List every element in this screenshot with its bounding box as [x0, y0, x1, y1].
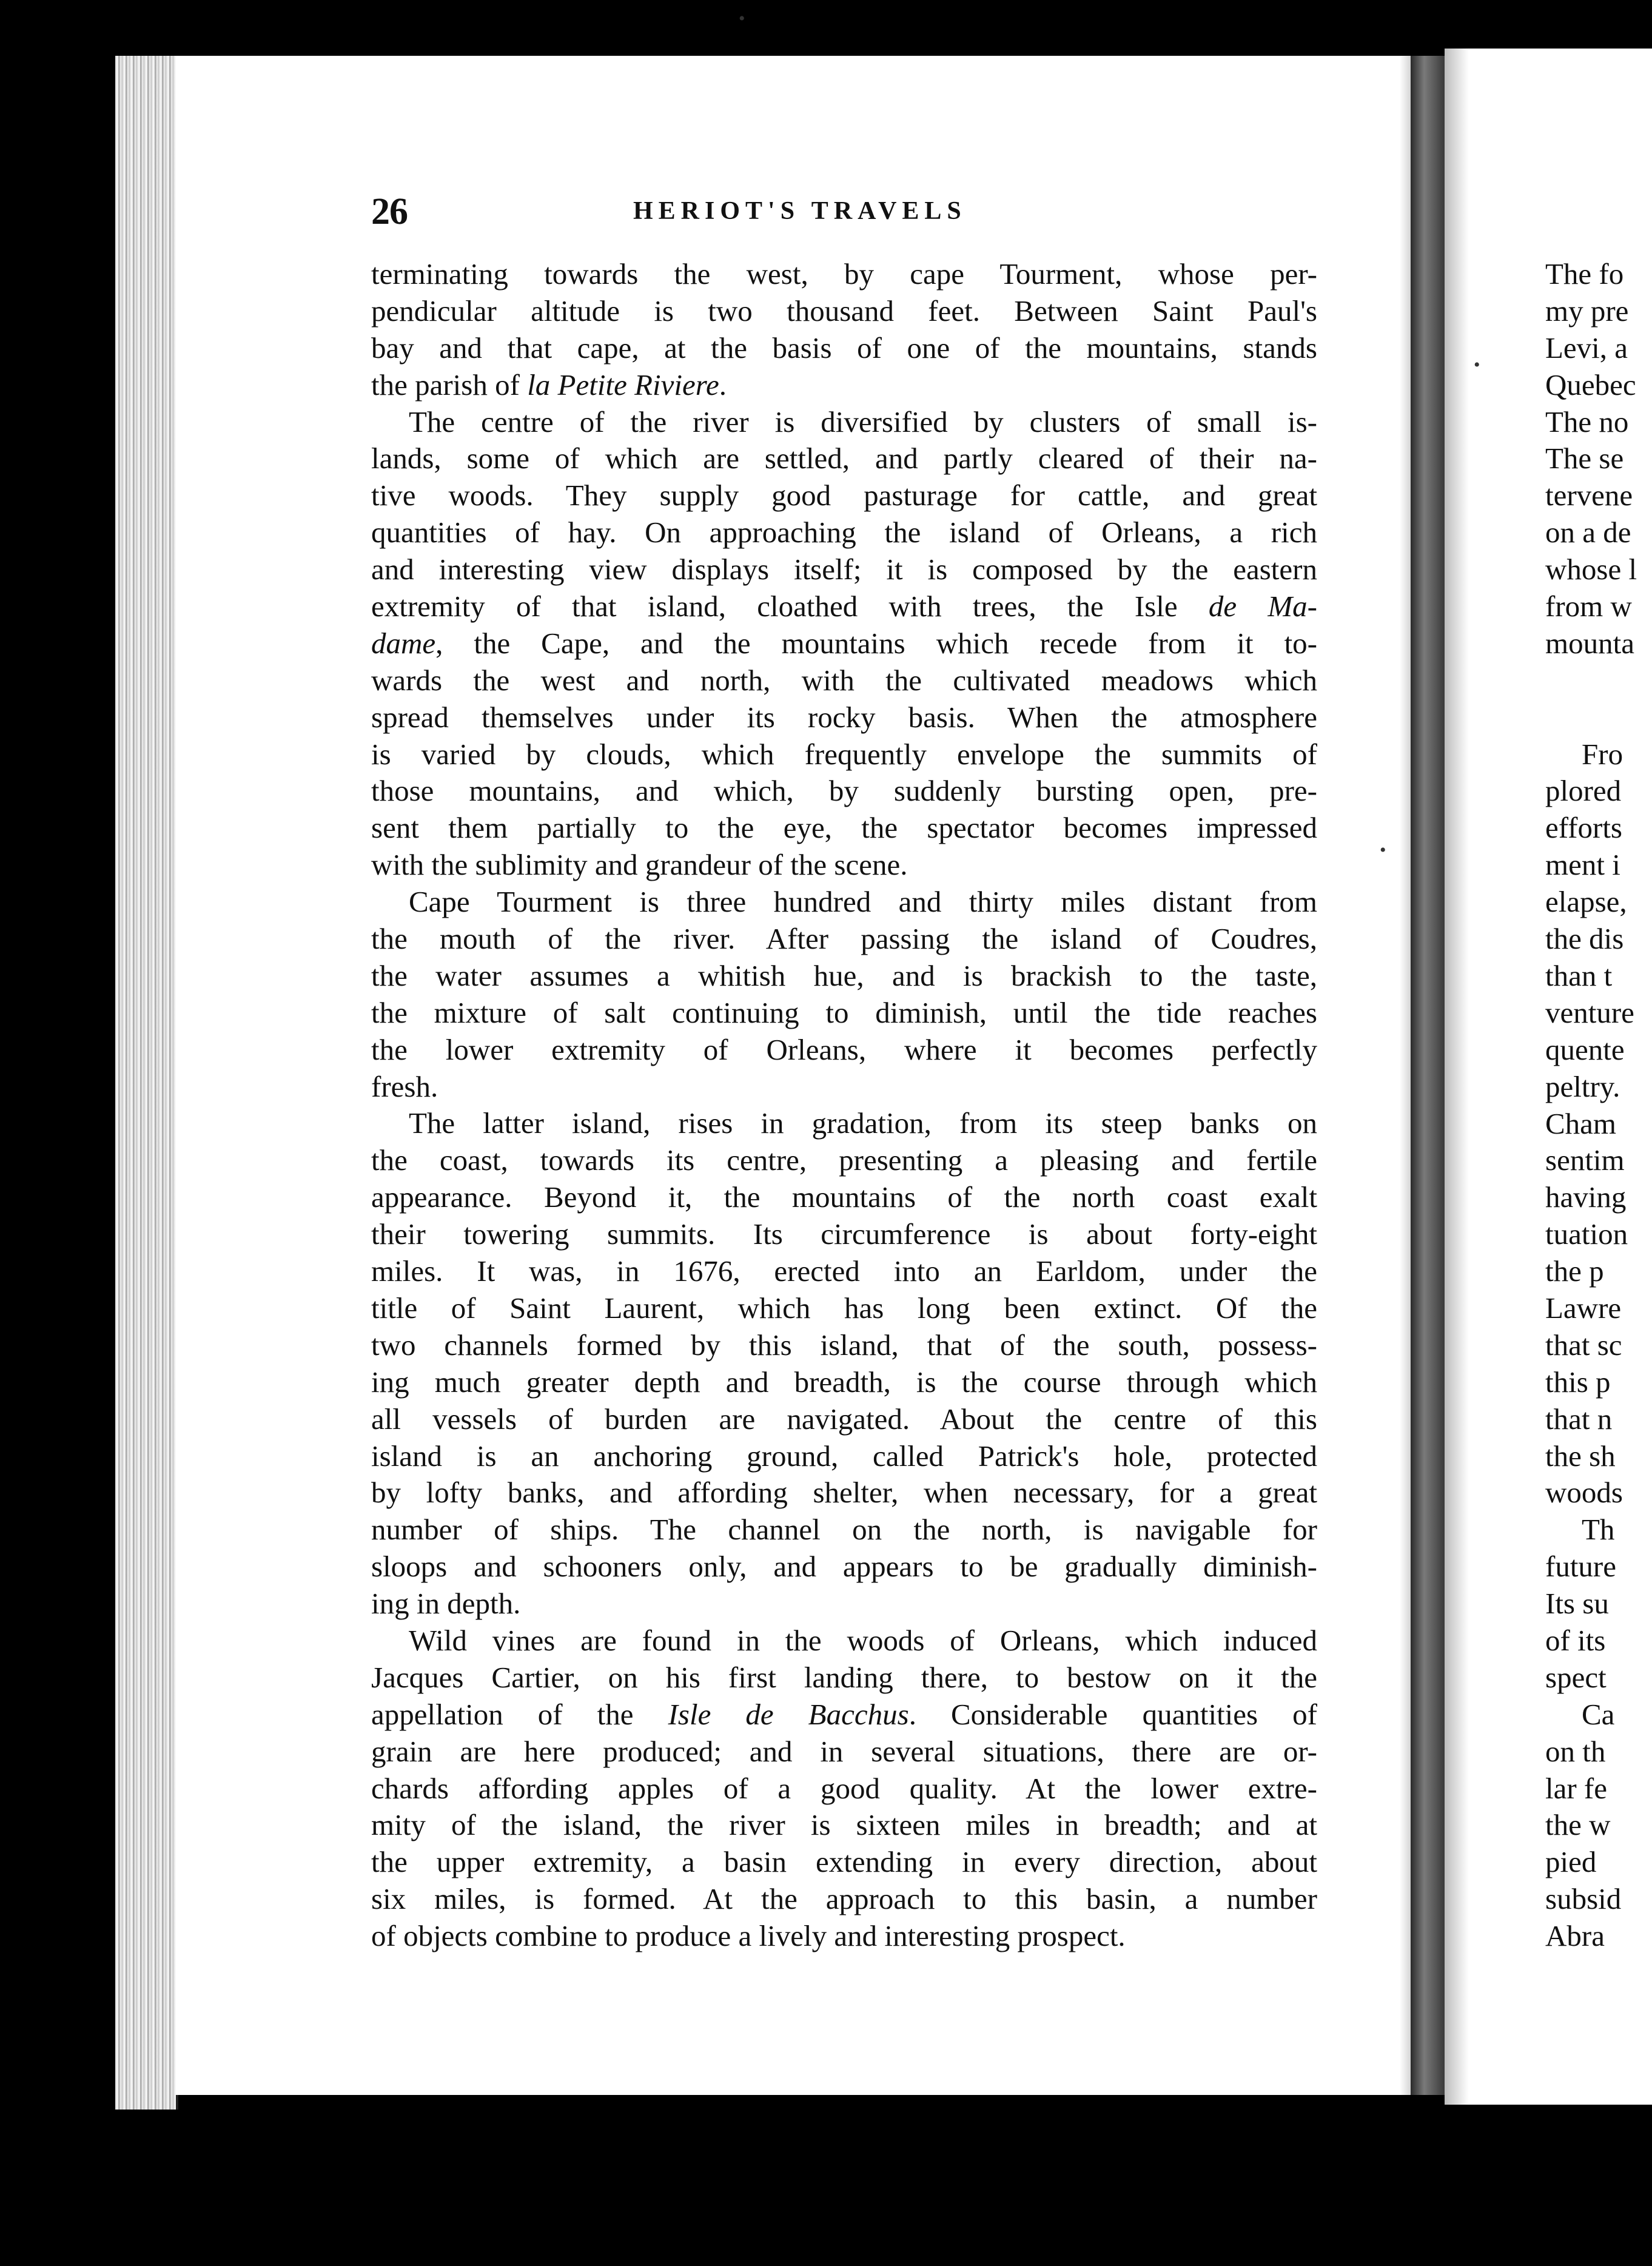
text-line: lands, some of which are settled, and partly cleared of their na-	[371, 442, 1317, 476]
text-line: spread themselves under its rocky basis. When the atmosphere	[371, 700, 1317, 734]
text-line: all vessels of burden are navigated. About the centre of this	[371, 1402, 1317, 1436]
text-line: ing much greater depth and breadth, is the course through which	[371, 1365, 1317, 1399]
facing-page-line: Lawre	[1545, 1291, 1622, 1325]
facing-page-line: than t	[1545, 958, 1613, 992]
text-line: sloops and schooners only, and appears to be gradually diminish-	[371, 1550, 1317, 1584]
text-line: and interesting view displays itself; it is composed by the eastern	[371, 553, 1317, 587]
text-line: title of Saint Laurent, which has long been extinct. Of the	[371, 1291, 1317, 1325]
facing-page-line: of its	[1545, 1623, 1606, 1657]
text-line: grain are here produced; and in several situations, there are or-	[371, 1734, 1317, 1768]
facing-page-line: Ca	[1582, 1697, 1615, 1731]
text-line: with the sublimity and grandeur of the scene.	[371, 848, 908, 882]
book-page-edges	[115, 56, 178, 2110]
text-line: bay and that cape, at the basis of one of the mountains, stands	[371, 331, 1317, 365]
text-line: the mixture of salt continuing to diminish, until the tide reaches	[371, 995, 1317, 1029]
facing-page-line: Abra	[1545, 1919, 1605, 1953]
running-head	[371, 190, 1341, 239]
facing-page-line: lar fe	[1545, 1771, 1607, 1805]
facing-page-line: from w	[1545, 590, 1632, 624]
text-line: the mouth of the river. After passing the island of Coudres,	[371, 922, 1317, 956]
facing-page-line	[1545, 662, 1652, 736]
facing-page-line: Fro	[1582, 737, 1623, 771]
text-line: by lofty banks, and affording shelter, when necessary, for a great	[371, 1476, 1317, 1510]
facing-page-line: Its su	[1545, 1587, 1609, 1621]
facing-page-line: The se	[1545, 442, 1624, 476]
text-line: two channels formed by this island, that of the south, possess-	[371, 1328, 1317, 1362]
facing-page-line: the sh	[1545, 1439, 1616, 1473]
text-line: the coast, towards its centre, presenting a pleasing and fertile	[371, 1143, 1317, 1177]
facing-page-line: sentim	[1545, 1143, 1625, 1177]
facing-page-line: The fo	[1545, 257, 1624, 291]
text-line: sent them partially to the eye, the spectator becomes impressed	[371, 811, 1317, 845]
facing-page-line: ment i	[1545, 848, 1620, 882]
facing-page-line: the w	[1545, 1808, 1611, 1842]
facing-page-line: woods	[1545, 1476, 1623, 1510]
text-line: fresh.	[371, 1069, 438, 1103]
text-line: wards the west and north, with the cultivated meadows which	[371, 663, 1317, 697]
text-line: The centre of the river is diversified by clusters of small is-	[409, 405, 1317, 439]
facing-page-line: Cham	[1545, 1106, 1617, 1140]
text-line: ing in depth.	[371, 1587, 521, 1621]
text-line: of objects combine to produce a lively and interesting prospect.	[371, 1919, 1126, 1953]
facing-page-line: the p	[1545, 1254, 1604, 1288]
facing-page-line: peltry.	[1545, 1069, 1620, 1103]
text-line: miles. It was, in 1676, erected into an Earldom, under the	[371, 1254, 1317, 1288]
text-line: the lower extremity of Orleans, where it becomes perfectly	[371, 1032, 1317, 1066]
facing-page-text	[1545, 256, 1652, 1955]
facing-page-line: spect	[1545, 1660, 1607, 1694]
facing-page-line: efforts	[1545, 811, 1622, 845]
text-line: Cape Tourment is three hundred and thirty miles distant from	[409, 885, 1317, 919]
facing-page-line: the dis	[1545, 922, 1624, 956]
facing-page-line: that n	[1545, 1402, 1613, 1436]
text-line: the water assumes a whitish hue, and is brackish to the taste,	[371, 958, 1317, 992]
page-curl-shadow	[1400, 56, 1411, 2095]
text-line: dame, the Cape, and the mountains which recede from it to-	[371, 626, 1317, 660]
facing-page-line: my pre	[1545, 294, 1629, 328]
facing-page-line: tervene	[1545, 479, 1633, 513]
scan-speck: •	[739, 8, 745, 29]
text-line: quantities of hay. On approaching the island of Orleans, a rich	[371, 516, 1317, 550]
facing-page-line: future	[1545, 1550, 1616, 1584]
text-line: Wild vines are found in the woods of Orleans, which induced	[409, 1623, 1317, 1657]
text-line: the upper extremity, a basin extending in every direction, about	[371, 1845, 1317, 1879]
text-line: tive woods. They supply good pasturage for cattle, and great	[371, 479, 1317, 513]
facing-page-line: Levi, a	[1545, 331, 1628, 365]
text-line: six miles, is formed. At the approach to this basin, a number	[371, 1882, 1317, 1916]
facing-page-line: this p	[1545, 1365, 1611, 1399]
text-line: chards affording apples of a good quality. At the lower extre-	[371, 1771, 1317, 1805]
text-line: pendicular altitude is two thousand feet. Between Saint Paul's	[371, 294, 1317, 328]
facing-page-line: whose l	[1545, 553, 1637, 587]
text-line: The latter island, rises in gradation, from its steep banks on	[409, 1106, 1317, 1140]
facing-page-line: on th	[1545, 1734, 1606, 1768]
text-line: number of ships. The channel on the north, is navigable for	[371, 1513, 1317, 1547]
text-line: terminating towards the west, by cape Tourment, whose per-	[371, 257, 1317, 291]
text-line: mity of the island, the river is sixteen miles in breadth; and at	[371, 1808, 1317, 1842]
facing-page-line: having	[1545, 1180, 1627, 1214]
facing-page-line: mounta	[1545, 626, 1634, 660]
text-line: those mountains, and which, by suddenly bursting open, pre-	[371, 774, 1317, 808]
text-line: island is an anchoring ground, called Patrick's hole, protected	[371, 1439, 1317, 1473]
body-text	[371, 256, 1317, 1955]
scan-speck: •	[1474, 355, 1480, 375]
facing-page-line: subsid	[1545, 1882, 1622, 1916]
facing-page-line: The no	[1545, 405, 1629, 439]
page-number: 26	[371, 191, 408, 232]
text-line: appearance. Beyond it, the mountains of the north coast exalt	[371, 1180, 1317, 1214]
book-gutter	[1411, 56, 1445, 2095]
facing-page-line: Quebec	[1545, 368, 1636, 402]
facing-page-line: on a de	[1545, 516, 1631, 550]
facing-page-line: elapse,	[1545, 885, 1627, 919]
text-line: is varied by clouds, which frequently envelope the summits of	[371, 737, 1317, 771]
facing-page-line: pied	[1545, 1845, 1597, 1879]
facing-page-line: quente	[1545, 1032, 1625, 1066]
facing-page-line: venture	[1545, 995, 1634, 1029]
text-line: appellation of the Isle de Bacchus. Considerable quantities of	[371, 1697, 1317, 1731]
facing-page-line: that sc	[1545, 1328, 1622, 1362]
facing-page-line: plored	[1545, 774, 1622, 808]
scan-speck: •	[1380, 840, 1386, 860]
text-line: extremity of that island, cloathed with trees, the Isle de Ma-	[371, 590, 1317, 624]
facing-page-line: Th	[1582, 1513, 1615, 1547]
facing-page-line: tuation	[1545, 1217, 1628, 1251]
running-title: HERIOT'S TRAVELS	[633, 197, 967, 225]
text-line: Jacques Cartier, on his first landing there, to bestow on it the	[371, 1660, 1317, 1694]
text-line: their towering summits. Its circumference is about forty-eight	[371, 1217, 1317, 1251]
gutter-shadow	[1445, 49, 1469, 2105]
text-line: the parish of la Petite Riviere.	[371, 368, 727, 402]
